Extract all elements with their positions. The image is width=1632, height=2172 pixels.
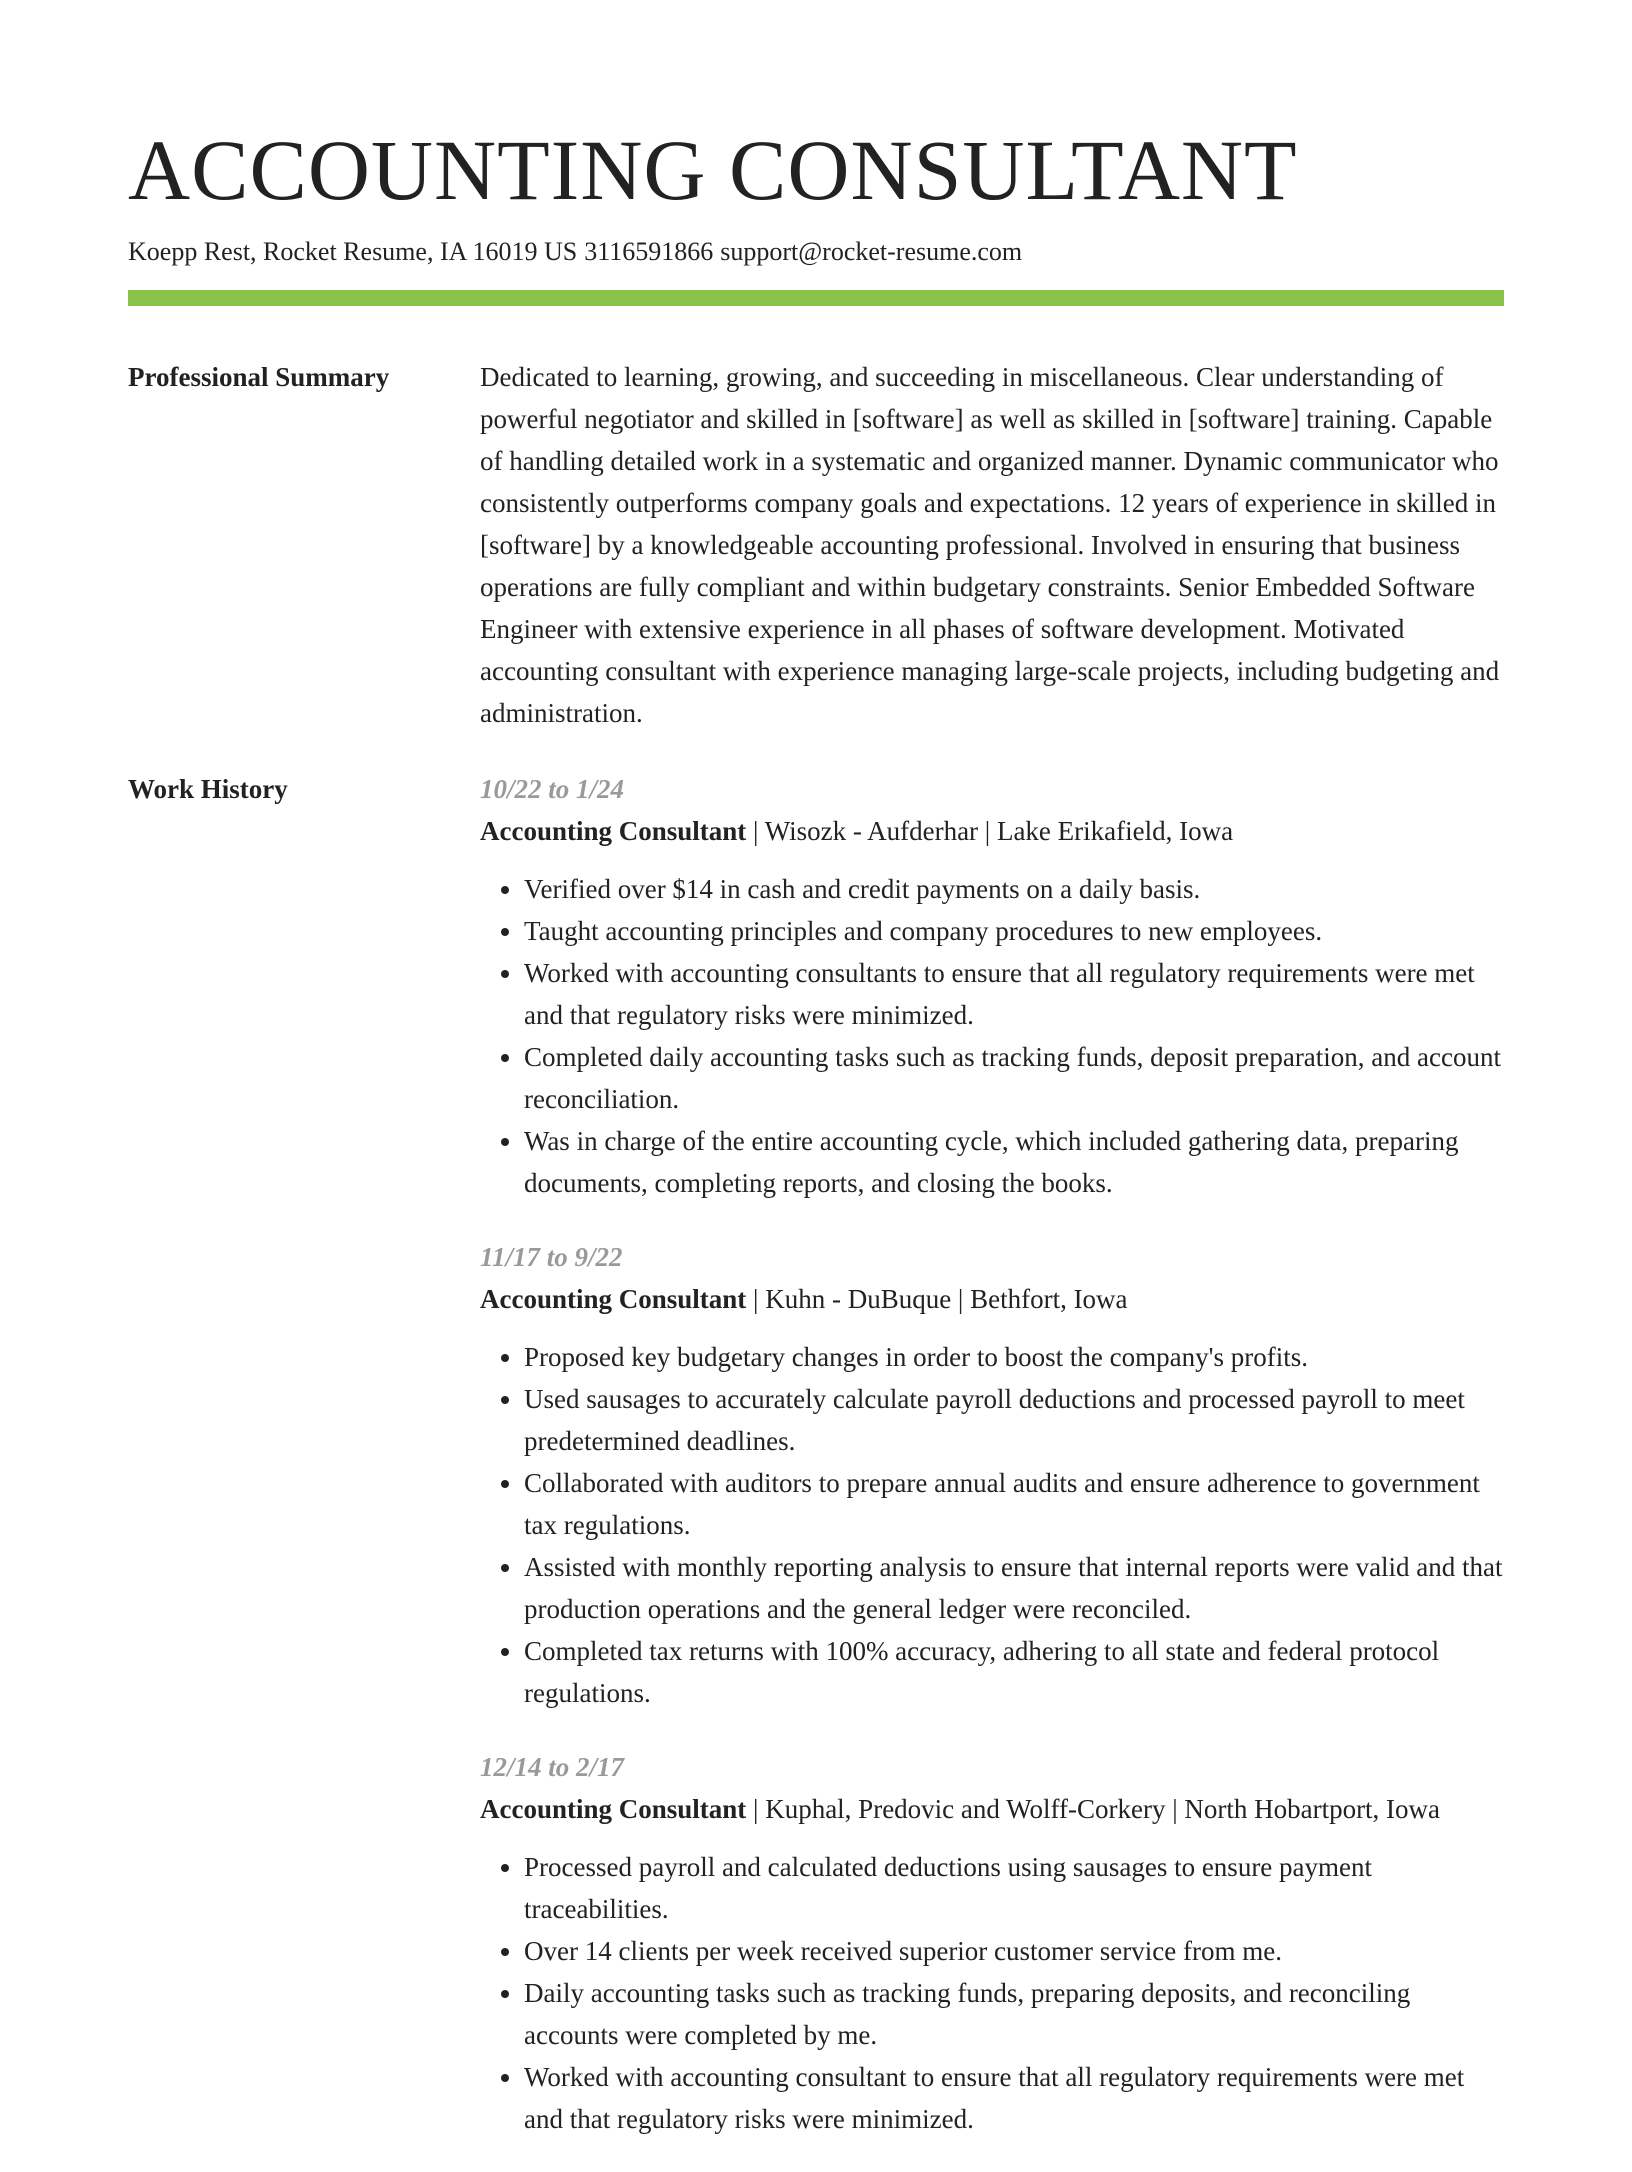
summary-text: Dedicated to learning, growing, and succeeding in miscellaneous. Clear understanding of powerful negotiator and skilled in [software] as well as skilled in [software] training. Capable of handling detailed work in a systematic and organized manner. Dynamic communicator who consistently outperforms company goals and expectations. 12 years of experience in skilled in [software] by a knowledgeable accounting professional. Involved in ensuring that business operations are fully compliant and within budgetary constraints. Senior Embedded Software Engineer with extensive experience in all phases of software development. Motivated accounting consultant with experience managing large-scale projects, including budgeting and administration. — [480, 362, 1500, 728]
contact-address: Koepp Rest, Rocket Resume, IA 16019 US — [128, 237, 578, 266]
job-bullets — [480, 1846, 1504, 2140]
job-role: Accounting Consultant — [480, 1284, 747, 1314]
job-entry — [480, 1746, 1504, 2140]
job-bullet: • Assisted with monthly reporting analysis to ensure that internal reports were valid and that production operations and the general ledger were reconciled. — [524, 1546, 1504, 1630]
work-history-body — [480, 768, 1504, 2172]
work-history-section — [128, 768, 1504, 2172]
job-role: Accounting Consultant — [480, 1794, 747, 1824]
contact-phone: 3116591866 — [584, 237, 714, 266]
job-bullets — [480, 1336, 1504, 1714]
job-bullet: • Daily accounting tasks such as tracking funds, preparing deposits, and reconciling accounts were completed by me. — [524, 1972, 1504, 2056]
contact-email: support@rocket-resume.com — [720, 237, 1023, 266]
job-dates: 12/14 to 2/17 — [480, 1752, 625, 1782]
job-title-line — [480, 1278, 1504, 1320]
job-employer-location: | Wisozk - Aufderhar | Lake Erikafield, Iowa — [746, 816, 1234, 846]
job-bullet: • Worked with accounting consultants to ensure that all regulatory requirements were met and that regulatory risks were minimized. — [524, 952, 1504, 1036]
job-entry — [480, 768, 1504, 1204]
job-entry — [480, 1236, 1504, 1714]
job-bullet: • Processed payroll and calculated deductions using sausages to ensure payment traceabilities. — [524, 1846, 1504, 1930]
job-bullet: • Collaborated with auditors to prepare annual audits and ensure adherence to government tax regulations. — [524, 1462, 1504, 1546]
job-bullet: • Worked with accounting consultant to ensure that all regulatory requirements were met and that regulatory risks were minimized. — [524, 2056, 1504, 2140]
header-divider — [128, 290, 1504, 306]
section-title-work: Work History — [128, 774, 288, 804]
resume-page — [128, 120, 1504, 2172]
job-dates: 10/22 to 1/24 — [480, 774, 625, 804]
candidate-name: ACCOUNTING CONSULTANT — [128, 122, 1298, 218]
professional-summary-section — [128, 356, 1504, 734]
job-bullet: • Taught accounting principles and company procedures to new employees. — [524, 910, 1504, 952]
contact-line — [128, 234, 1504, 270]
job-title-line — [480, 1788, 1504, 1830]
job-bullet: • Was in charge of the entire accounting cycle, which included gathering data, preparing documents, completing reports, and closing the books. — [524, 1120, 1504, 1204]
job-title-line — [480, 810, 1504, 852]
job-bullet: • Completed tax returns with 100% accuracy, adhering to all state and federal protocol regulations. — [524, 1630, 1504, 1714]
job-dates: 11/17 to 9/22 — [480, 1242, 623, 1272]
job-role: Accounting Consultant — [480, 816, 747, 846]
job-employer-location: | Kuphal, Predovic and Wolff-Corkery | North Hobartport, Iowa — [746, 1794, 1441, 1824]
job-bullets — [480, 868, 1504, 1204]
summary-body — [480, 356, 1504, 734]
job-bullet: • Verified over $14 in cash and credit payments on a daily basis. — [524, 868, 1504, 910]
job-employer-location: | Kuhn - DuBuque | Bethfort, Iowa — [746, 1284, 1128, 1314]
job-bullet: • Used sausages to accurately calculate payroll deductions and processed payroll to meet predetermined deadlines. — [524, 1378, 1504, 1462]
job-bullet: • Proposed key budgetary changes in order to boost the company's profits. — [524, 1336, 1504, 1378]
section-title-summary: Professional Summary — [128, 362, 390, 392]
job-bullet: • Completed daily accounting tasks such as tracking funds, deposit preparation, and account reconciliation. — [524, 1036, 1504, 1120]
job-bullet: • Over 14 clients per week received superior customer service from me. — [524, 1930, 1504, 1972]
